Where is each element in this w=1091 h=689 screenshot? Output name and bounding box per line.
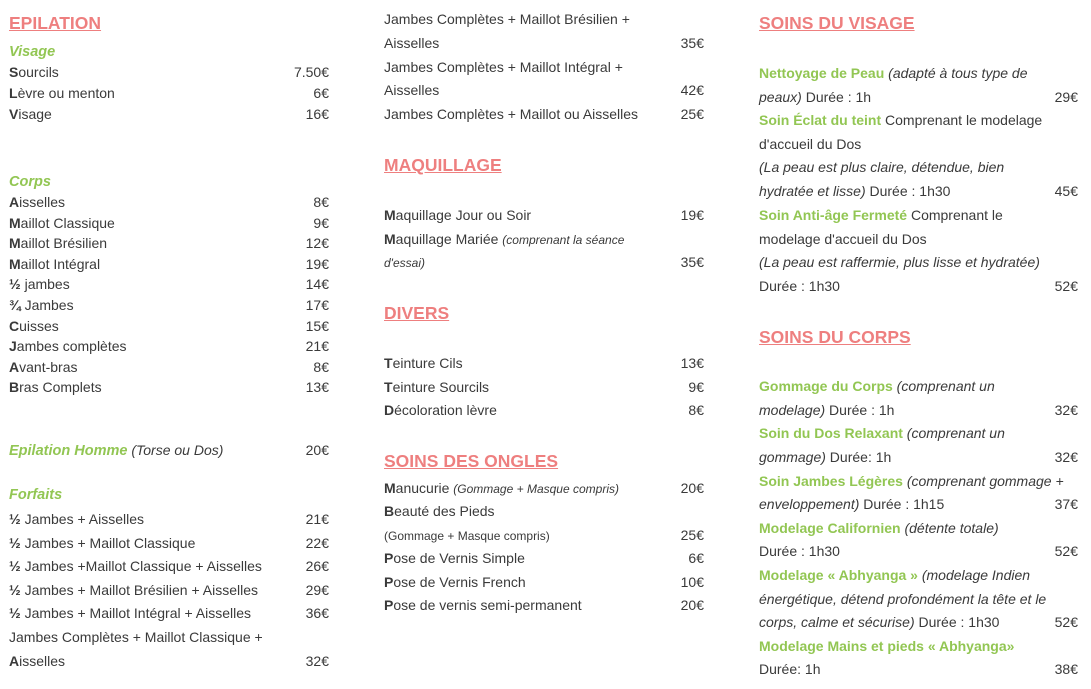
section-title-ongles: SOINS DES ONGLES [384,451,559,471]
price: 17€ [305,297,329,313]
jambes-legeres-price: 37€ [1054,496,1078,512]
item-text: écoloration lèvre [394,402,497,419]
anti-age-line3: (La peau est raffermie, plus lisse et hydratée) [759,254,1040,270]
initial: C [9,317,20,334]
initial: M [9,255,21,272]
initial: M [384,480,396,496]
item-text: ose de Vernis Simple [393,550,525,566]
price-list-item [9,511,144,527]
treatment-note: modelage) [759,402,826,418]
californien-line2: Durée : 1h30 [759,543,840,559]
item-text: ose de Vernis French [393,573,526,590]
treatment-note: (adapté à tous type de [884,65,1028,81]
column-maquillage [384,0,704,689]
eclat-teint-line2: d'accueil du Dos [759,136,862,152]
initial: ¾ [9,297,21,313]
price-list-item [384,355,463,371]
beaute-pieds-note: (Gommage + Masque compris) [384,529,550,543]
abhyanga-price: 52€ [1054,614,1078,630]
forfait-last-line1: Jambes Complètes + Maillot Classique + [9,629,263,645]
item-text: Jambes + Maillot Classique [20,534,196,551]
item-text: einture Sourcils [392,378,490,395]
forfait-integral-line2: Aisselles [384,82,440,98]
price: 9€ [313,214,329,231]
treatment-duration: Durée: 1h [825,449,892,465]
section-title-epilation: EPILATION [9,13,102,33]
price-list-item [9,85,115,101]
treatment-note: peaux) [759,89,802,105]
treatment-name: Soin Éclat du teint [759,112,882,128]
price-list-item [9,106,52,122]
initial: S [9,64,19,80]
treatment-note: (comprenant gommage + [902,473,1064,489]
initial: B [384,503,395,519]
treatment-name: Modelage « Abhyanga » [759,567,918,583]
price-list-item [9,215,115,231]
soin-dos-line2 [759,449,891,465]
maquillage-mariee-price: 35€ [680,254,704,270]
initial: ½ [9,511,21,527]
treatment-duration: Durée : 1h30 [865,183,951,199]
price: 6€ [313,85,329,101]
initial: M [9,214,21,231]
item-text: vant-bras [19,358,78,375]
initial: P [384,573,394,590]
price-list-item [9,379,102,395]
soin-dos-line1 [759,425,1005,441]
item-text: aquillage Jour ou Soir [395,207,532,223]
initial: M [384,231,396,247]
forfait-aisselles-line: Jambes Complètes + Maillot ou Aisselles [384,106,639,122]
item-text: Jambes [20,297,74,313]
column-soins [759,0,1078,689]
treatment-duration: Durée : 1h [825,402,895,418]
jambes-legeres-line2 [759,496,944,512]
forfait-bresilien-price: 35€ [680,35,704,51]
treatment-name: Soin Jambes Légères [759,473,903,489]
price-list-item [384,402,497,418]
item-note: (Gommage + Masque compris) [453,482,619,496]
item-text: isselles [19,194,66,210]
price-list-item [384,379,489,395]
anti-age-line1 [759,207,1003,223]
maquillage-jour-row [384,207,531,223]
initial: M [384,207,396,223]
price-list-item [9,276,70,292]
treatment-note: corps, calme et sécurise) [759,614,915,630]
price: 7.50€ [293,64,329,80]
epilation-homme-note: (Torse ou Dos) [131,442,224,458]
section-title-maquillage: MAQUILLAGE [384,155,502,175]
treatment-note: (comprenant un [892,378,995,394]
price: 13€ [305,379,329,396]
forfait-aisselles-price: 25€ [680,106,704,122]
californien-price: 52€ [1054,543,1078,559]
nettoyage-peau-line2 [759,89,871,105]
price-list-item [9,297,74,313]
column-epilation [9,0,329,689]
gommage-corps-line2 [759,402,894,418]
price-list-item [9,256,100,272]
anti-age-line2: modelage d'accueil du Dos [759,231,927,247]
price: 8€ [313,194,329,210]
item-text: Jambes + Maillot Intégral + Aisselles [20,605,252,622]
abhyanga-line3 [759,614,999,630]
initial: M [9,235,21,252]
treatment-note: (comprenant un [902,425,1005,441]
initial: L [9,85,18,101]
item-text: einture Cils [392,355,463,371]
treatment-name: Soin du Dos Relaxant [759,425,903,441]
eclat-teint-line3: (La peau est plus claire, détendue, bien [759,159,1005,175]
item-text: eauté des Pieds [394,503,495,519]
item-text: jambes [20,276,70,293]
price: 13€ [680,355,704,371]
price: 10€ [680,573,704,590]
treatment-name: Nettoyage de Peau [759,65,885,81]
gommage-corps-price: 32€ [1054,402,1078,418]
initial: ½ [9,581,21,598]
mains-pieds-price: 38€ [1054,661,1078,677]
treatment-duration: Durée : 1h30 [914,614,1000,630]
epilation-homme-label: Epilation Homme [9,443,128,459]
price: 21€ [305,338,329,355]
price-list-item [9,605,251,621]
treatment-name: Gommage du Corps [759,378,893,394]
price-list-item [9,194,65,210]
initial: J [9,338,17,355]
treatment-note: gommage) [759,449,826,465]
price-list-item [9,338,127,354]
item-text: aquillage Mariée [395,231,503,247]
initial: P [384,597,394,614]
item-text: Jambes + Aisselles [20,511,145,527]
anti-age-line4: Durée : 1h30 [759,278,840,294]
price-list-item [384,574,526,590]
anti-age-price: 52€ [1054,278,1078,294]
initial: A [9,358,20,375]
price: 6€ [688,550,704,566]
forfait-integral-price: 42€ [680,82,704,98]
treatment-duration: Durée : 1h15 [859,496,945,512]
price: 29€ [305,581,329,598]
epilation-homme-row [9,442,223,459]
treatment-note: (détente totale) [900,520,999,536]
price: 12€ [305,235,329,252]
price: 36€ [305,605,329,622]
subsection-corps: Corps [9,174,51,190]
initial: P [384,550,394,566]
treatment-name: Modelage Californien [759,520,901,536]
section-title-divers: DIVERS [384,303,450,323]
nettoyage-peau-line1 [759,65,1027,81]
price-list-item [9,359,77,375]
price-list-item [9,558,262,574]
epilation-homme-price: 20€ [305,442,329,458]
price: 9€ [688,378,704,395]
initial: T [384,355,393,371]
initial: T [384,378,393,395]
gommage-corps-line1 [759,378,995,394]
treatment-name: Modelage Mains et pieds « Abhyanga» [759,638,1015,654]
price: 8€ [313,358,329,375]
beaute-pieds-row [384,503,495,519]
item-note: (comprenant la séance [502,233,625,247]
initial: A [9,653,20,669]
initial: ½ [9,276,21,293]
price: 16€ [305,106,329,122]
abhyanga-line2: énergétique, détend profondément la tête et le [759,591,1047,607]
subsection-visage: Visage [9,44,56,60]
initial: D [384,402,395,419]
price-list-item [384,597,582,613]
initial: ½ [9,605,21,622]
initial: A [9,194,20,210]
treatment-duration: Durée : 1h [801,89,872,105]
jambes-legeres-line1 [759,473,1064,489]
subsection-forfaits: Forfaits [9,487,63,503]
treatment-note: hydratée et lisse) [759,183,866,199]
item-text: aillot Classique [20,214,115,231]
price: 15€ [305,317,329,334]
treatment-note: enveloppement) [759,496,860,512]
eclat-teint-price: 45€ [1054,183,1078,199]
item-text: isage [18,106,52,122]
eclat-teint-line4 [759,183,950,199]
soin-dos-price: 32€ [1054,449,1078,465]
price: 20€ [680,597,704,614]
item-text: uisses [19,317,59,334]
mains-pieds-line2: Durée: 1h [759,661,821,677]
initial: V [9,106,19,122]
price-list-item [9,582,258,598]
treatment-text: Comprenant le modelage [881,112,1043,128]
item-text: èvre ou menton [17,85,115,101]
californien-line1 [759,520,999,536]
section-title-soins-corps: SOINS DU CORPS [759,327,911,347]
price-list-item [9,64,59,80]
price-list-item [384,550,525,566]
item-text: anucurie [395,480,454,496]
price: 8€ [688,402,704,419]
price-list-item [9,318,59,334]
forfait-last-line2 [9,653,65,669]
mains-pieds-line1 [759,638,1014,654]
beaute-pieds-price: 25€ [680,527,704,543]
price: 22€ [305,534,329,551]
forfait-integral-line1: Jambes Complètes + Maillot Intégral + [384,59,623,75]
maquillage-mariee-note2: d'essai) [384,256,425,270]
price: 21€ [305,511,329,527]
item-text: aillot Brésilien [20,235,108,252]
initial: B [9,379,20,396]
section-title-soins-visage: SOINS DU VISAGE [759,13,915,33]
item-text: ose de vernis semi-permanent [393,597,582,614]
forfait-last-price: 32€ [305,653,329,669]
treatment-note: (modelage Indien [917,567,1031,583]
item-text: Jambes +Maillot Classique + Aisselles [20,558,262,575]
item-text: ambes complètes [16,338,127,355]
treatment-name: Soin Anti-âge Fermeté [759,207,908,223]
abhyanga-line1 [759,567,1030,583]
price-list-item [9,535,195,551]
manucurie-row [384,480,619,496]
forfait-bresilien-line2: Aisselles [384,35,440,51]
maquillage-mariee-row [384,231,624,247]
price-list-item [9,235,107,251]
price: 14€ [305,276,329,293]
price: 26€ [305,558,329,575]
item-text: Jambes + Maillot Brésilien + Aisselles [20,581,259,598]
item-text: ras Complets [19,379,102,396]
item-text: ourcils [18,64,59,80]
initial: ½ [9,558,21,575]
nettoyage-peau-price: 29€ [1054,89,1078,105]
initial: ½ [9,534,21,551]
price: 19€ [305,255,329,272]
eclat-teint-line1 [759,112,1042,128]
maquillage-jour-price: 19€ [680,207,704,223]
item-text: isselles [19,653,66,669]
manucurie-price: 20€ [680,480,704,496]
item-text: aillot Intégral [20,255,101,272]
forfait-bresilien-line1: Jambes Complètes + Maillot Brésilien + [384,11,630,27]
treatment-text: Comprenant le [907,207,1003,223]
